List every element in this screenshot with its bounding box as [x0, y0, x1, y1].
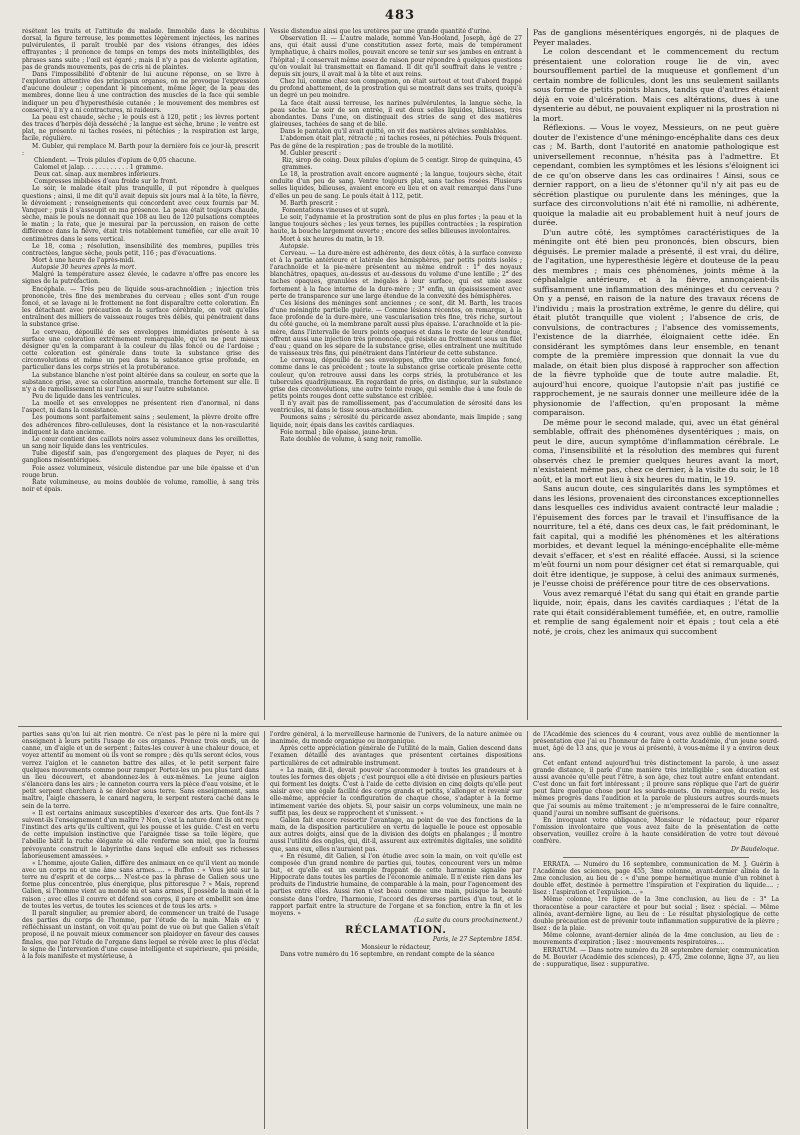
paragraph: Pas de ganglions mésentériques engorgés, ni de plaques de Peyer malades. — [533, 28, 779, 47]
paragraph: Mort à six heures du matin, le 19. — [280, 235, 385, 243]
paragraph: de l'Académie des sciences du 4 courant, vous avez oublié de mentionner la présentation que j'ai eu l'honneur de faire à cette Académie, d'un jeune sourd-muet, âgé de 13 ans, que je vous ai présenté, à vous-même il y a environ deux ans. — [533, 731, 779, 760]
paragraph: « En résumé, dit Galien, si l'on étudie avec soin la main, on voit qu'elle est composée d'un grand nombre de parties qui, toutes, concourent vers un même but, et qu'elle est un exemple frappant de cette harmonie signalée par Hippocrate dans toutes les parties de l'économie animale. Il n'existe rien dans les produits de l'industrie humaine, de comparable à la main, pour l'agencement des parties entre elles. Aussi rien n'est beau comme une main, puisque la beauté consiste dans l'ordre, l'harmonie, l'accord des diverses parties d'un tout, et le rapport parfait entre la structure de l'organe et sa fonction, entre la fin et les moyens. » — [270, 852, 522, 917]
paragraph: M. Gubler, qui remplace M. Barth pour la dernière fois ce jour-là, prescrit : — [22, 142, 259, 157]
prescription-line: Chiendent. — Trois pilules d'opium de 0,05 chacune. — [34, 156, 197, 164]
column-divider — [527, 731, 528, 1129]
paragraph: Foie normal ; bile épaisse, jaune-brun. — [280, 428, 398, 436]
paragraph: Il n'y avait pas de ramollissement, pas d'accumulation de sérosité dans les ventricules, ni dans le tissu sous-arachnoïdien. — [270, 400, 522, 415]
paragraph: Foie assez volumineux, vésicule distendue par une bile épaisse et d'un rouge brun. — [22, 464, 259, 479]
paragraph: Chez lui, comme chez son compagnon, on était surtout et tout d'abord frappé du profond abattement, de la prostration qui se montrait dans ses traits, quoiqu'à un degré un peu moindre. — [270, 78, 522, 100]
paragraph: Dans votre numéro du 16 septembre, en rendant compte de la séance — [280, 950, 495, 958]
paragraph: Tube digestif sain, pas d'engorgement des plaques de Peyer, ni des ganglions mésentériques. — [22, 450, 259, 465]
column-divider — [264, 28, 265, 720]
prescription-line: Riz, sirop de coing. Deux pilules d'opium de 5 centigr. Sirop de quinquina, 45 grammes. — [282, 156, 522, 171]
prescription-line: Fomentations vineuses et ut suprà. — [282, 206, 390, 214]
reclamation-title: RÉCLAMATION. — [345, 925, 447, 937]
column-divider — [264, 731, 265, 1129]
paragraph: Vessie distendue ainsi que les uretères par une grande quantité d'urine. — [270, 28, 492, 35]
paragraph: M. Barth prescrit : — [280, 199, 338, 207]
paragraph: Peu de liquide dans les ventricules. — [32, 392, 141, 400]
paragraph: Rate volumineuse, au moins doublée de volume, ramollie, à sang très noir et épais. — [22, 478, 259, 493]
paragraph: Le soir, l'adynamie et la prostration sont de plus en plus fortes ; la peau et la langue toujours sèches ; les yeux ternes, les pupilles contractées ; la respiration haute, la bouche largement ouverte ; encore des selles bilieuses involontaires. — [270, 214, 522, 236]
paragraph: La substance blanche n'est point altérée dans sa couleur, en sorte que la substance grise, avec sa coloration anormale, tranche fortement sur elle. Il n'y a de ramollissement ni sur l'une, ni sur l'autre substance. — [22, 371, 259, 393]
paragraph: Le soir, le malade était plus tranquille, il put répondre à quelques questions ; ainsi, il me dit qu'il avait depuis six jours mal à la tête, la fièvre, le dévoiement ; renseignements qui concordent avec ceux fournis par M. Vanquer ; puis il s'assoupit en ma présence. La peau était toujours chaude, sèche, mais le pouls ne donnait que 108 au lieu de 120 pulsations comptées le matin ; la rate, que je mesurai par la percussion, en raison de cette différence dans la fièvre, était très notablement tuméfiée, car elle avait 10 centimètres dans le sens vertical. — [22, 185, 259, 243]
paragraph: Le cerveau, dépouillé de ses enveloppes, offre une coloration lilas foncé, comme dans le cas précédent ; toute la substance grise corticale présente cette couleur, qu'on retrouve aussi dans les corps striés, la protubérance et les tubercules quadrijumeaux. En regardant de près, on distingue, sur la substance grise des circonvolutions, une autre teinte rouge, qui semble due à une foule de petits points rouges dont cette substance est criblée. — [270, 357, 522, 400]
paragraph: Il paraît singulier, au premier abord, de commencer un traité de l'usage des parties du corps de l'homme, par l'étude de la main. Mais en y réfléchissant un instant, on voit qu'au point de vue où but que Galien s'était proposé, il ne pouvait mieux commencer son plaidoyer en faveur des causes finales, que par l'étude de l'organe dans lequel se révèle avec le plus d'éclat le signe de l'intervention d'une cause intelligente et supérieure, qui préside, à la fois manifeste et mystérieuse, à — [22, 909, 259, 960]
paragraph: Poumons sains ; sérosité du péricarde assez abondante, mais limpide ; sang liquide, noir, épais dans les cavités cardiaques. — [270, 414, 522, 429]
paragraph: l'ordre général, à la merveilleuse harmonie de l'univers, de la nature animée ou inanimée, du monde organique ou inorganique. — [270, 731, 522, 746]
section-heading: Autopsie. — [280, 242, 309, 250]
errata-divider — [563, 857, 749, 858]
paragraph: « L'homme, ajoute Galien, diffère des animaux en ce qu'il vient au monde avec un corps nu et une âme sans armes..... » Buffon : « Vous jeté sur la terre nu d'esprit et de corps.... N'est-ce pas la phrase de Galien sous une forme plus concentrée, plus énergique, plus pittoresque ? » Mais, reprend Galien, si l'homme vient au monde nu et sans armes, il possède la main et la raison ; avec elles il couvre et défend son corps, il pare et embellit son âme de toutes les vertus, de toutes les sciences et de tous les arts. » — [22, 859, 259, 910]
paragraph: La face était aussi terreuse, les narines pulvérulentes, la langue sèche, la peau sèche. Le soir de son entrée, il eut deux selles liquides, bilieuses, très abondantes. Dans l'une, on distinguait des stries de sang et des matières glaireuses, tachées de sang et de bile. — [270, 99, 522, 129]
paragraph: Réflexions. — Vous le voyez, Messieurs, on ne peut guère douter de l'existence d'une méningo-encéphalite dans ces deux cas ; M. Barth, dont l'autorité en anatomie pathologique est universellement reconnue, n'hésita pas à l'admettre. Et cependant, combien les symptômes et les lésions s'éloignent ici de ce qu'on observe dans les cas ordinaires ! Ainsi, sous ce dernier rapport, on a lieu de s'étonner qu'il n'y ait pas eu de sécrétion plastique ou purulente dans les méninges, que la surface des circonvolutions n'ait été ni ramollie, ni adhérente, quoique la maladie ait eu probablement huit à neuf jours de durée. — [533, 123, 779, 227]
paragraph: Cerveau. — La dure-mère est adhérente, des deux côtés, à la surface convexe et à la partie antérieure et latérale des hémisphères, par petits points isolés ; l'arachnoïde et la pie-mère présentent au même endroit : 1° des noyaux blanchâtres, opaques, au-dessus et au-dessous du volume d'une lentille ; 2° des taches opaques, granulées et inégales à leur surface, qui est unie assez fortement à la face interne de la dure-mère ; 3° enfin, un épaississement avec perte de transparence sur une large étendue de la convexité des hémisphères. — [270, 249, 522, 300]
paragraph: Le 18, la prostration avait encore augmenté ; la langue, toujours sèche, était enduite d'un peu de sang. Ventre toujours plat, sans taches rosées. Plusieurs selles liquides, bilieuses, avaient encore eu lieu et on avait remarqué dans l'une d'elles un peu de sang. Le pouls était à 112, petit. — [270, 171, 522, 200]
paragraph: M. Gubler prescrit : — [280, 149, 342, 157]
paragraph: Observation II. — L'autre malade, nommé Van-Hooland, Joseph, âgé de 27 ans, qui était aussi d'une constitution assez forte, mais de tempérament lymphatique, à chairs molles, pouvait encore se tenir sur ses jambes en entrant à l'hôpital ; il conservait même assez de raison pour répondre à quelques questions qu'on voulait lui transmettait en flamand. Il dit qu'il souffrait dans le ventre ; depuis six jours, il avait mal à la tête et aux reins. — [270, 35, 522, 78]
erratum-paragraph: ERRATUM. — Dans notre numéro du 28 septembre dernier, communication de M. Bouvier (Académie des sciences), p. 475, 2me colonne, ligne 37, au lieu de : suppuratique, lisez : suppurative. — [533, 946, 779, 968]
lower-column-2 — [270, 731, 522, 1129]
paragraph: La moelle et ses enveloppes ne présentent rien d'anormal, ni dans l'aspect, ni dans la consistance. — [22, 400, 259, 415]
paragraph: Le colon descendant et le commencement du rectum présentaient une coloration rouge lie de vin, avec boursoufflement partiel de la muqueuse et gonflement d'un certain nombre de follicules, dont les uns seulement saillants sous forme de petits points blancs, tandis que d'autres étaient déjà en voie d'ulcération. Mais ces altérations, dues à une dysenterie au début, ne pouvaient expliquer ni la prostration ni la mort. — [533, 47, 779, 123]
paragraph: En invoquant votre obligeance, Monsieur le rédacteur, pour réparer l'omission involontaire que vous avez faite de la présentation de cette observation, veuillez croire à la haute considération de votre tout dévoué confrère. — [533, 816, 779, 846]
errata-paragraph: ERRATA. — Numéro du 16 septembre, communication de M. J. Guérin à l'Académie des sciences, page 455, 3me colonne, avant-dernier alinéa de la 2me conclusion, au lieu de : « d'une pompe hermétique munie d'un robinet à double effet, destinée à permettre l'inspiration et l'expiration du liquide.... ; lisez : l'aspiration et l'expulsion.... » — [533, 860, 779, 897]
paragraph: Dans le pantalon qu'il avait quitté, on vit des matières alvines semblables. — [280, 128, 508, 136]
paragraph: parties sans qu'on lui ait rien montré. Ce n'est pas le père ni la mère qui enseignent à leurs petits l'usage de ces organes. Prenez trois œufs, un de canne, un d'aigle et un de serpent ; faites-les couver à une chaleur douce, et voyez attentif au moment où ils vont se rompre ; dès qu'ils seront éclos, vous verrez l'aiglon et le canneton battre des ailes, et le petit serpent faire quelques mouvements comme pour ramper. Portez-les un peu plus tard dans un lieu découvert, et abandonnez-les à eux-mêmes. Le jeune aiglon s'élancera dans les airs ; le canneton courra vers la pièce d'eau voisine, et le petit serpent cherchera à se dérober sous terre. Sans enseignement, sans maître, l'aigle chassera, le canard nagera, le serpent restera caché dans le sein de la terre. — [22, 731, 259, 810]
paragraph: De même pour le second malade, qui, avec un état général semblable, offrait des phénomènes dysentériques ; mais, on peut le dire, aucun symptôme d'inflammation cérébrale. Le coma, l'insensibilité et la résolution des membres qui furent observés chez le premier quelques heures avant la mort, n'existaient même pas, chez ce dernier, à la visite du soir, le 18 août, et la mort eut lieu à six heures du matin, le 19. — [533, 417, 779, 484]
paragraph: Cet enfant entend aujourd'hui très distinctement la parole, à une assez grande distance, il parle d'une manière très intelligible ; son éducation est aussi avancée qu'elle peut l'être, à son âge, chez tout autre enfant entendant. C'est donc un fait fort intéressant ; il prouve sans réplique que l'art de guérir peut faire quelque chose pour les sourds-muets. On remarque, du reste, les mêmes progrès dans l'audition et la parole de plusieurs autres sourds-muets que j'ai soumis au même traitement ; je m'empresserai de le faire connaître, quand j'aurai un nombre suffisant de guérisons. — [533, 759, 779, 817]
paragraph: Sans aucun doute, ces singularités dans les symptômes et dans les lésions, provenaient des circonstances exceptionnelles dans lesquelles ces individus avaient contracté leur maladie ; l'épuisement des forces par le travail et l'insuffisance de la nourriture, tel a été, dans ces deux cas, le fait prédominant, le fait capital, qui a modifié les phénomènes et les altérations morbides, et devant lequel la méningo-encéphalite elle-même devait s'effacer, et s'est en réalité effacée. Aussi, si la science m'eût fourni un nom pour désigner cet état si remarquable, qui doit être identique, je suppose, à celui des animaux surmenés, je l'eusse choisi de préférence pour titre de ces observations. — [533, 484, 779, 588]
errata-paragraph: Même colonne, avant-dernier alinéa de la 4me conclusion, au lieu de : mouvements d'expiration ; lisez : mouvements respiratoires.... — [533, 932, 779, 947]
paragraph: Le cerveau, dépouillé de ses enveloppes immédiates présente à sa surface une coloration extrêmement remarquable, qu'on ne peut mieux désigner qu'en la comparant à la couleur du lilas foncé ou de l'ardoise ; cette coloration est générale dans toute la substance grise des circonvolutions et même un peu dans la substance grise profonde, en particulier dans les corps striés et la protubérance. — [22, 328, 259, 372]
errata-paragraph: Même colonne, 1re ligne de la 3me conclusion, au lieu de : 3° La thoracentèse a pour caractère et pour but social ; lisez : spécial. — Même alinéa, avant-dernière ligne, au lieu de : Le résultat physiologique de cette double précaution est de prévenir toute inflammation suppurative de la plèvre ; lisez : de la plaie. — [533, 896, 779, 933]
paragraph: Encéphale. — Très peu de liquide sous-arachnoïdien ; injection très prononcée, très fine des membranes du cerveau ; elles sont d'un rouge foncé, et se lavage ni le frottement ne font disparaître cette coloration. En les détachant avec précaution de la surface cérébrale, on voit qu'elles entraînent des milliers de vaisseaux rouges très déliés, qui pénétraient dans la substance grise. — [22, 285, 259, 329]
section-divider — [18, 726, 782, 727]
lower-column-1 — [22, 731, 259, 1129]
paragraph: « La main, dit-il, devait pouvoir s'accommoder à toutes les grandeurs et à toutes les formes des objets ; c'est pourquoi elle a été divisée en plusieurs parties qui forment les doigts. C'est à l'aide de cette division en cinq doigts qu'elle peut saisir avec une égale facilité des corps grands et petits, s'allonger et revenir sur elle-même, apprécier la configuration de chaque chose, s'adapter à la forme intimement variée des objets. Si, pour saisir un corps volumineux, une main ne suffit pas, les deux se rapprochent et s'unissent. » — [270, 766, 522, 817]
paragraph: Les poumons sont parfaitement sains ; seulement, la plèvre droite offre des adhérences fibro-celluleuses, dont la résistance et la non-vascularité indiquent la date ancienne. — [22, 414, 259, 436]
paragraph: Dans l'impossibilité d'obtenir de lui aucune réponse, on se livre à l'exploration attentive des principaux organes, on ne provoque l'expression d'aucune douleur ; cependant le pincement, même léger, de la peau des membres, donne lieu à une contraction des muscles de la face qui semble indiquer un peu d'hyperesthésie cutanée ; le mouvement des membres est conservé, il n'y a ni contractures, ni raideurs. — [22, 70, 259, 114]
upper-column-3 — [533, 28, 779, 722]
letter-salutation: Monsieur le rédacteur, — [361, 943, 431, 951]
paragraph: Ces lésions des méninges sont anciennes ; ce sont, dit M. Barth, les traces d'une méningite partielle guérie. — Comme lésions récentes, on remarque, à la face profonde de la dure-mère, une vascularisation très fine, très riche, surtout du côté gauche, où la membrane paraît aussi plus épaisse. L'arachnoïde et la pie-mère, dans l'intervalle de leurs points opaques et dans le reste de leur étendue, offrent aussi une injection très prononcée, qui résiste au frottement sous un filet d'eau ; quand on les sépare de la substance grise, elles entraînent une multitude de vaisseaux très fins, qui pénétraient dans l'intérieur de cette substance. — [270, 299, 522, 358]
upper-column-1 — [22, 28, 259, 722]
letter-signature: Dr Baudeloque. — [731, 845, 779, 853]
paragraph: Le cœur contient des caillots noirs assez volumineux dans les oreillettes, un sang noir liquide dans les ventricules. — [22, 435, 259, 451]
paragraph: D'un autre côté, les symptômes caractéristiques de la méningite ont été bien peu prononcés, bien obscurs, bien déguisés. Le premier malade a présenté, il est vrai, du délire, de l'agitation, une hyperesthésie légère et douteuse de la peau des membres ; mais ces phénomènes, joints même à la céphalalgie antérieure, et à la fièvre, annonçaient-ils suffisamment une inflammation des méninges et du cerveau ? On y a pensé, en raison de la nature des travaux récens de l'individu ; mais la prostration extrême, le genre du délire, qui était plutôt tranquille que violent ; l'absence de cris, de convulsions, de contractures ; l'absence des vomissements, l'existence de la diarrhée, éloignaient cette idée. En considérant les symptômes dans leur ensemble, en tenant compte de la première impression que donnait la vue du malade, on était bien plus disposé à rapprocher son affection de la fièvre typhoïde que de toute autre maladie. Et, aujourd'hui encore, quoique l'autopsie n'ait pas justifié ce rapprochement, je ne saurais donner une meilleure idée de la physionomie de l'affection, qu'en proposant la même comparaison. — [533, 227, 779, 417]
paragraph: Galien fait encore ressortir l'avantage, au point de vue des fonctions de la main, de la disposition particulière en vertu de laquelle le pouce est opposable aux autres doigts, ainsi que de la division des doigts en phalanges ; il montre aussi l'utilité des ongles, qui, dit-il, assurent aux extrémités digitales, une solidité que, sans eux, elles n'auraient pas. — [270, 816, 522, 853]
prescription-line: Deux cat. sinap. aux membres inférieurs. — [34, 171, 161, 179]
letter-date: Paris, le 27 Septembre 1854. — [432, 936, 522, 944]
prescription-line: Compresses imbibées d'eau froide sur le front. — [34, 178, 178, 186]
paragraph: Vous avez remarqué l'état du sang qui était en grande partie liquide, noir, épais, dans les cavités cardiaques ; l'état de la rate qui était considérablement tuméfiée, et, en outre, ramollie et remplie de sang également noir et épais ; tout cela a été noté, je crois, chez les animaux qui succombent — [533, 588, 779, 636]
paragraph: Après cette appréciation générale de l'utilité de la main, Galien descend dans l'examen détaillé des avantages que présentent certaines dispositions particulières de cet admirable instrument. — [270, 745, 522, 767]
prescription-line: Calomel et jalap. . . . . . . . . . . . 1 gramme. — [34, 163, 164, 171]
section-heading: Autopsie 30 heures après la mort. — [32, 264, 137, 272]
paragraph: Le 18, coma ; résolution, insensibilité des membres, pupilles très contractées, langue sèche, pouls petit, 116 ; pas d'évacuations. — [22, 242, 259, 257]
paragraph: L'abdomen était plat, rétracté ; ni taches rosées, ni pétéchies. Pouls fréquent. Pas de gêne de la respiration ; pas de trouble de la motilité. — [270, 135, 522, 150]
paragraph: Rate doublée de volume, à sang noir, ramollie. — [280, 435, 423, 443]
page-number: 483 — [384, 8, 416, 23]
column-divider — [527, 28, 528, 720]
paragraph: « Il est certains animaux susceptibles d'exercer des arts. Que font-ils ? suivent-ils l'enseignement d'un maître ? Non, c'est la nature dont ils ont reçu l'instinct des arts qu'ils cultivent, qui les pousse et les guide. C'est en vertu de cette impulsion instinctive que l'araignée tisse sa toile légère, que l'abeille bâtit la ruche élégante où elle renferme son miel, que la fourmi prévoyante construit le labyrinthe dans lequel elle enfouit ses richesses laborieusement amassées. » — [22, 809, 259, 860]
upper-column-2 — [270, 28, 522, 722]
lower-column-3 — [533, 731, 779, 1129]
paragraph: Malgré la température assez élevée, le cadavre n'offre pas encore les signes de la putréfaction. — [22, 271, 259, 286]
continuation-note: (La suite du cours prochainement.) — [414, 917, 522, 925]
paragraph: Mort à une heure de l'après-midi. — [32, 257, 136, 264]
paragraph: La peau est chaude, sèche ; le pouls est à 120, petit ; les lèvres portent des traces d'herpès déjà desséché ; la langue est sèche, brune ; le ventre est plat, ne présente ni taches rosées, ni pétéchies ; la respiration est large, facile, régulière. — [22, 113, 259, 143]
paragraph: résêtent les traits et l'attitude du malade. Immobile dans le décubitus dorsal, la figure terreuse, les pommettes légèrement injectées, les narines pulvérulentes, il paraît troublé par des visions étranges, des idées effrayantes ; il prononce de temps en temps des mots inintelligibles, des phrases sans suite ; l'œil est égaré ; mais il n'y a pas de violente agitation, pas de grands mouvements, pas de cris ni de plaintes. — [22, 28, 259, 71]
